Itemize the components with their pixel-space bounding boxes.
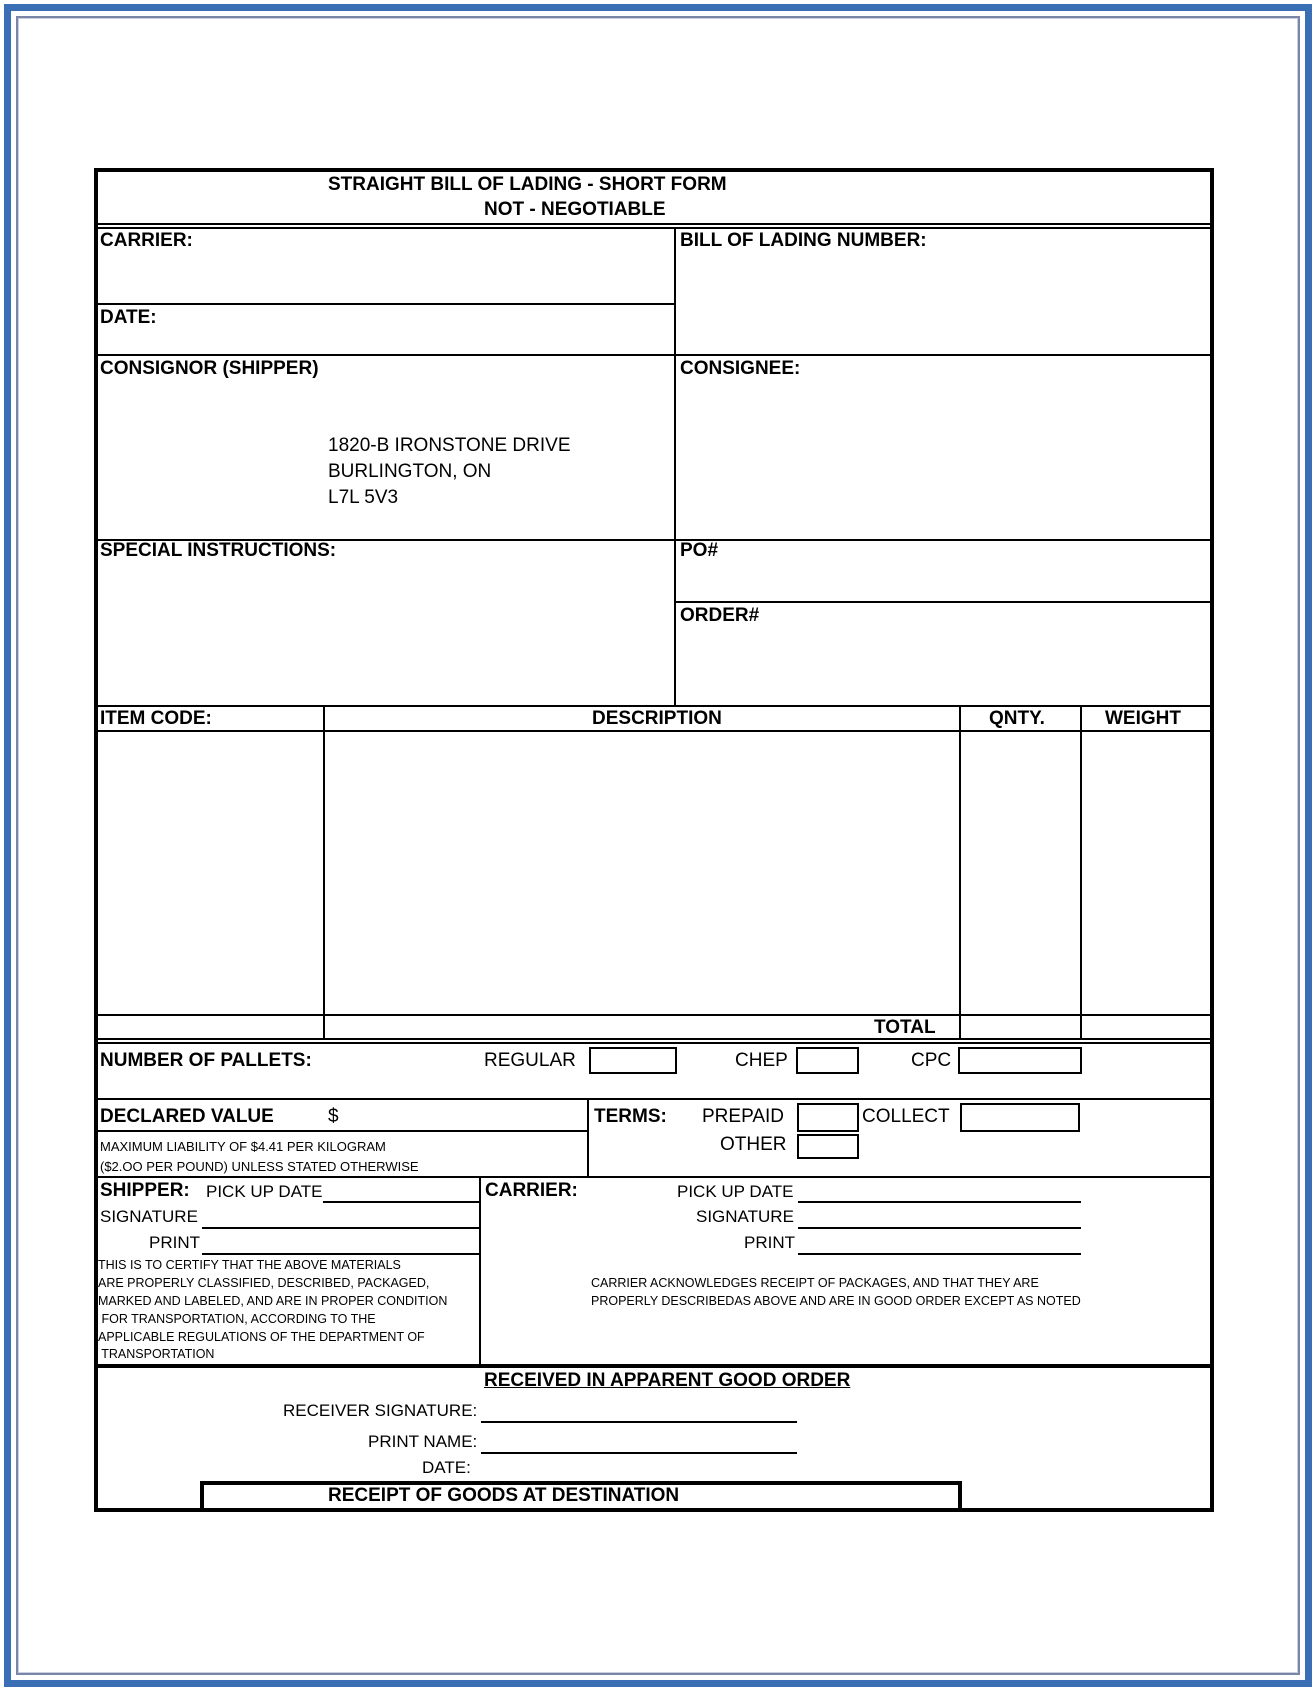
prepaid-checkbox[interactable] (797, 1103, 859, 1132)
shipper-cert-line: ARE PROPERLY CLASSIFIED, DESCRIBED, PACKAGED, (98, 1276, 430, 1290)
print-name-label: PRINT NAME: (368, 1432, 478, 1451)
shipper-print-line[interactable] (202, 1253, 479, 1255)
consignor-label: CONSIGNOR (SHIPPER) (100, 358, 319, 379)
weight-header: WEIGHT (1105, 708, 1181, 729)
prepaid-label: PREPAID (702, 1106, 785, 1127)
chep-label: CHEP (735, 1050, 788, 1071)
divider (959, 705, 961, 1040)
form-subtitle: NOT - NEGOTIABLE (484, 199, 666, 220)
other-label: OTHER (720, 1134, 787, 1155)
po-label: PO# (680, 540, 719, 561)
divider (98, 303, 676, 305)
consignor-address-line2: BURLINGTON, ON (328, 461, 492, 482)
regular-checkbox[interactable] (589, 1047, 677, 1074)
declared-value-label: DECLARED VALUE (100, 1106, 274, 1127)
carrier-ack-line2: PROPERLY DESCRIBEDAS ABOVE AND ARE IN GOOD ORDER EXCEPT AS NOTED (591, 1294, 1081, 1308)
divider (98, 354, 1210, 356)
shipper-pickup-date-line[interactable] (323, 1201, 479, 1203)
divider (1080, 705, 1082, 1040)
order-label: ORDER# (680, 605, 760, 626)
divider (98, 730, 1210, 732)
divider (98, 1038, 1210, 1040)
declared-currency: $ (328, 1106, 339, 1127)
date-label: DATE: (100, 307, 157, 328)
shipper-signature-label: SIGNATURE (100, 1207, 198, 1226)
terms-label: TERMS: (594, 1106, 667, 1127)
shipper-label: SHIPPER: (100, 1180, 190, 1201)
consignor-address-line3: L7L 5V3 (328, 487, 399, 508)
carrier-pickup-date-line[interactable] (798, 1201, 1081, 1203)
collect-checkbox[interactable] (960, 1103, 1080, 1132)
bol-number-label: BILL OF LADING NUMBER: (680, 230, 927, 251)
print-name-line[interactable] (481, 1452, 797, 1454)
consignor-address-line1: 1820-B IRONSTONE DRIVE (328, 435, 571, 456)
divider (676, 601, 1210, 603)
shipper-print-label: PRINT (149, 1233, 200, 1252)
carrier-print-line[interactable] (798, 1253, 1081, 1255)
receiver-signature-line[interactable] (481, 1421, 797, 1423)
divider (98, 1176, 1210, 1178)
shipper-signature-line[interactable] (202, 1227, 479, 1229)
form-title: STRAIGHT BILL OF LADING - SHORT FORM (328, 174, 727, 195)
consignee-label: CONSIGNEE: (680, 358, 801, 379)
shipper-cert-line: APPLICABLE REGULATIONS OF THE DEPARTMENT OF (98, 1330, 425, 1344)
shipper-cert-line: TRANSPORTATION (98, 1347, 215, 1361)
divider (98, 705, 1210, 707)
divider (674, 227, 676, 707)
special-instructions-label: SPECIAL INSTRUCTIONS: (100, 540, 337, 561)
divider (323, 705, 325, 1040)
divider (98, 1098, 1210, 1100)
carrier-ack-line1: CARRIER ACKNOWLEDGES RECEIPT OF PACKAGES, AND THAT THEY ARE (591, 1276, 1039, 1290)
liability-line2: ($2.OO PER POUND) UNLESS STATED OTHERWISE (100, 1159, 419, 1174)
cpc-label: CPC (911, 1050, 952, 1071)
collect-label: COLLECT (862, 1106, 950, 1127)
divider (98, 1014, 1210, 1016)
divider (98, 223, 1210, 225)
shipper-pickup-date-label: PICK UP DATE (206, 1182, 323, 1201)
liability-line1: MAXIMUM LIABILITY OF $4.41 PER KILOGRAM (100, 1139, 386, 1154)
carrier-signature-label: SIGNATURE (696, 1207, 794, 1226)
shipper-cert-line: MARKED AND LABELED, AND ARE IN PROPER CONDITION (98, 1294, 448, 1308)
pallets-label: NUMBER OF PALLETS: (100, 1050, 312, 1071)
divider (587, 1098, 589, 1176)
divider (98, 1130, 588, 1132)
carrier-print-label: PRINT (744, 1233, 795, 1252)
divider (479, 1176, 481, 1366)
receipt-footer-label: RECEIPT OF GOODS AT DESTINATION (328, 1485, 680, 1506)
received-heading: RECEIVED IN APPARENT GOOD ORDER (484, 1370, 851, 1391)
cpc-checkbox[interactable] (958, 1047, 1082, 1074)
carrier-label: CARRIER: (100, 230, 193, 251)
carrier-pickup-date-label: PICK UP DATE (677, 1182, 794, 1201)
receiver-signature-label: RECEIVER SIGNATURE: (283, 1401, 478, 1420)
divider (98, 227, 1210, 229)
shipper-cert-line: FOR TRANSPORTATION, ACCORDING TO THE (98, 1312, 376, 1326)
carrier-sign-label: CARRIER: (485, 1180, 578, 1201)
carrier-signature-line[interactable] (798, 1227, 1081, 1229)
receipt-date-label: DATE: (422, 1458, 471, 1477)
shipper-cert-line: THIS IS TO CERTIFY THAT THE ABOVE MATERIALS (98, 1258, 401, 1272)
description-header: DESCRIPTION (592, 708, 722, 729)
qnty-header: QNTY. (989, 708, 1045, 729)
other-checkbox[interactable] (797, 1134, 859, 1159)
item-code-header: ITEM CODE: (100, 708, 212, 729)
divider (98, 1364, 1210, 1368)
regular-label: REGULAR (484, 1050, 576, 1071)
total-label: TOTAL (874, 1017, 936, 1038)
divider (98, 1042, 1210, 1044)
chep-checkbox[interactable] (796, 1047, 859, 1074)
